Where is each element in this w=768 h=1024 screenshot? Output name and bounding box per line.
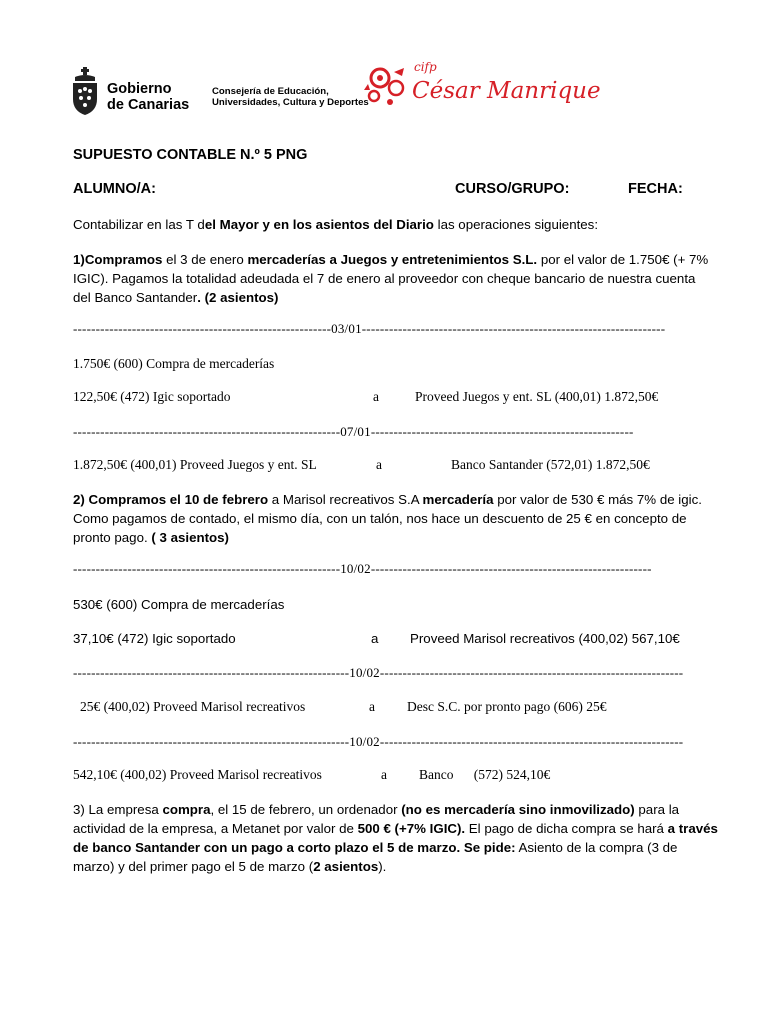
- entry-5-debit: 542,10€ (400,02) Proveed Marisol recreativos: [73, 767, 322, 782]
- fecha-label: FECHA:: [628, 181, 683, 197]
- instructions-part2: el Mayor y en los asientos del Diario: [204, 217, 434, 232]
- instructions-part3: las operaciones siguientes:: [433, 217, 599, 232]
- entry-4-debit: 25€ (400,02) Proveed Marisol recreativos: [80, 699, 306, 714]
- entry-5-a: a: [381, 767, 387, 782]
- exercise-3: [73, 800, 718, 876]
- exercise-2-t2: a Marisol recreativos S.A: [268, 492, 423, 507]
- instructions: [73, 217, 598, 232]
- entry-3-credit: Proveed Marisol recreativos (400,02) 567,10€: [410, 631, 680, 646]
- date-separator-07-01: -----------------------------------------------------------07/01----------------------------------------------------------: [73, 424, 634, 439]
- gobierno-line1: Gobierno: [107, 81, 172, 97]
- instructions-part1: Contabilizar en las T d: [73, 217, 205, 232]
- exercise-2-t5: ( 3 asientos): [151, 530, 229, 545]
- exercise-1-number: 1): [73, 252, 85, 267]
- entry-1-debit-purchase: 1.750€ (600) Compra de mercaderías: [73, 356, 275, 371]
- exercise-1: [73, 250, 713, 307]
- curso-grupo-label: CURSO/GRUPO:: [455, 181, 570, 197]
- exercise-3-t10: 2 asientos: [313, 859, 379, 874]
- coat-of-arms-icon: [70, 67, 100, 117]
- cifp-name-cesar: César: [412, 78, 488, 104]
- exercise-2: [73, 490, 705, 547]
- entry-1-credit: Proveed Juegos y ent. SL (400,01) 1.872,50€: [415, 389, 659, 404]
- entry-5-credit: Banco (572) 524,10€: [419, 767, 551, 782]
- exercise-3-t1: 3) La empresa: [73, 802, 163, 817]
- consejeria-label: [212, 86, 369, 108]
- exercise-3-t4: (no es mercadería sino inmovilizado): [401, 802, 635, 817]
- entry-3-a: a: [371, 631, 379, 646]
- exercise-3-t5: para la actividad de la empresa, a Metanet por valor de: [73, 802, 680, 836]
- entry-1-a: a: [373, 389, 379, 404]
- entry-2-debit: 1.872,50€ (400,01) Proveed Juegos y ent. SL: [73, 457, 317, 472]
- exercise-3-t9: Asiento de la compra (3 de marzo) y del primer pago el 5 de marzo (: [73, 840, 678, 874]
- gobierno-logo: [70, 67, 190, 117]
- entry-3-debit-purchase: 530€ (600) Compra de mercaderías: [73, 597, 285, 612]
- cifp-small-label: cifp: [414, 60, 437, 74]
- consejeria-line2: Universidades, Cultura y Deportes: [212, 97, 369, 108]
- cifp-name-manrique: Manrique: [487, 78, 601, 104]
- cesar-manrique-emblem-icon: [364, 64, 410, 108]
- entry-4-a: a: [369, 699, 375, 714]
- exercise-3-t7: El pago de dicha compra se hará: [465, 821, 668, 836]
- entry-1-debit-igic: 122,50€ (472) Igic soportado: [73, 389, 231, 404]
- exercise-2-t1: 2) Compramos el 10 de febrero: [73, 492, 269, 507]
- cifp-logo: [364, 60, 601, 120]
- exercise-1-t2: el 3 de enero: [162, 252, 248, 267]
- exercise-2-t4: por valor de 530 € más 7% de igic. Como pagamos de contado, el mismo día, con un talón, nos hace un descuento de 25 € en concepto de pronto pago.: [73, 492, 702, 545]
- date-separator-10-02-a: -----------------------------------------------------------10/02--------------------------------------------------------------: [73, 561, 652, 576]
- entry-2-credit: Banco Santander (572,01) 1.872,50€: [451, 457, 650, 472]
- date-separator-10-02-c: -------------------------------------------------------------10/02-------------------------------------------------------------------: [73, 734, 684, 749]
- cifp-name: [412, 78, 601, 104]
- exercise-3-t8: a través de banco Santander con un pago a corto plazo el 5 de marzo. Se pide:: [73, 821, 718, 855]
- exercise-1-t3: mercaderías a Juegos y entretenimientos S.L.: [247, 252, 538, 267]
- exercise-1-t4: por el valor de 1.750€ (+ 7% IGIC). Pagamos la totalidad adeudada el 7 de enero al proveedor con cheque bancario de nuestra cuenta del Banco Santander: [73, 252, 709, 305]
- entry-2-a: a: [376, 457, 382, 472]
- entry-3-debit-igic: 37,10€ (472) Igic soportado: [73, 631, 236, 646]
- document-title: SUPUESTO CONTABLE N.º 5 PNG: [73, 147, 308, 163]
- exercise-3-t2: compra: [162, 802, 211, 817]
- alumno-label: ALUMNO/A:: [73, 181, 156, 197]
- exercise-1-t1: Compramos: [84, 252, 163, 267]
- exercise-3-t6: 500 € (+7% IGIC).: [357, 821, 466, 836]
- exercise-3-t11: ).: [378, 859, 387, 874]
- consejeria-line1: Consejería de Educación,: [212, 86, 329, 97]
- exercise-1-t5: . (2 asientos): [197, 290, 279, 305]
- gobierno-line2: de Canarias: [107, 97, 190, 113]
- date-separator-03-01: ---------------------------------------------------------03/01-------------------------------------------------------------------: [73, 321, 666, 336]
- exercise-2-t3: mercadería: [422, 492, 494, 507]
- date-separator-10-02-b: -------------------------------------------------------------10/02-------------------------------------------------------------------: [73, 665, 684, 680]
- entry-4-credit: Desc S.C. por pronto pago (606) 25€: [407, 699, 607, 714]
- exercise-3-t3: , el 15 de febrero, un ordenador: [210, 802, 402, 817]
